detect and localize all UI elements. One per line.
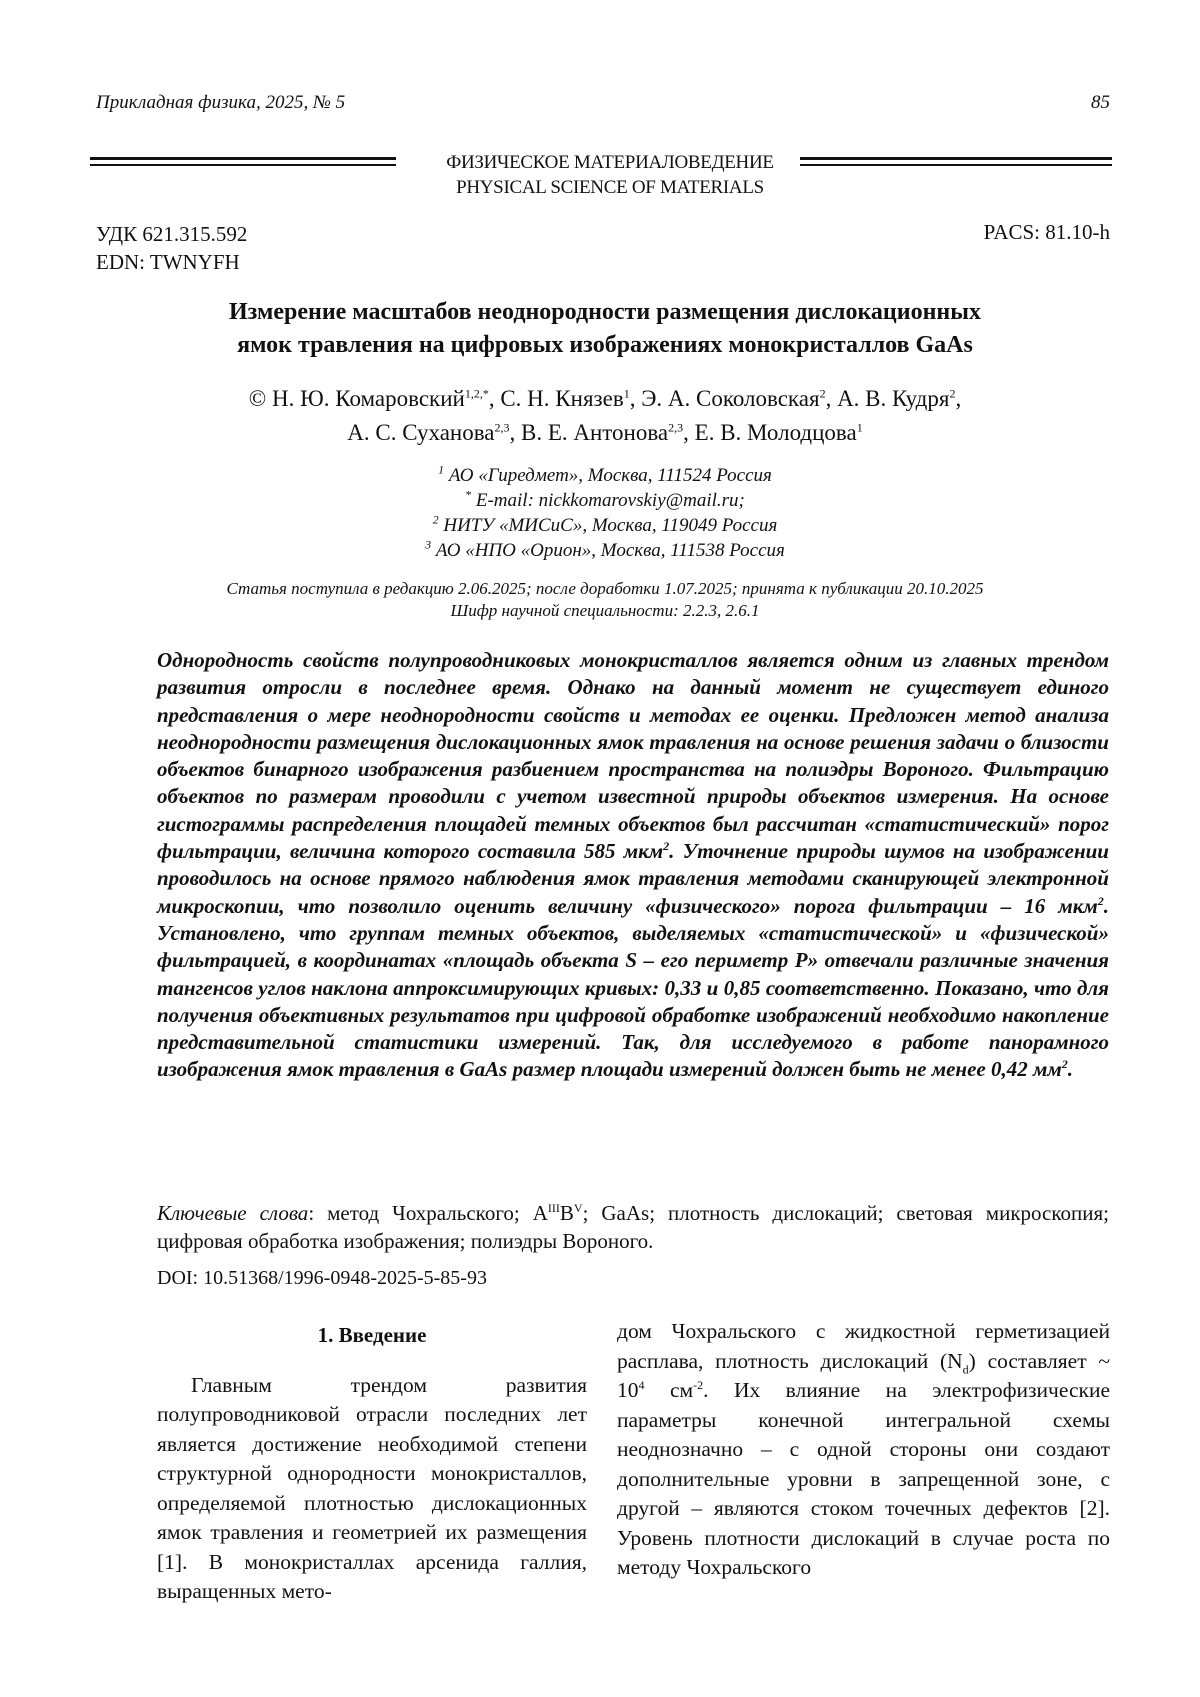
- journal-citation: Прикладная физика, 2025, № 5: [96, 92, 345, 114]
- author-name: С. Н. Князев: [500, 386, 623, 411]
- keywords-text: ; GaAs; плотность дислокаций; световая микроскопия; цифровая обработка изображения; полиэдры Вороного.: [157, 1201, 1109, 1253]
- author-name: Е. В. Молодцова: [695, 420, 857, 445]
- author-name: Н. Ю. Комаровский: [272, 386, 465, 411]
- affiliations: [110, 463, 1100, 563]
- abstract-text: . Установлено, что группам темных объектов, выделяемых «статистической» и «физической» фильтрацией, в координатах «площадь объекта S – его периметр P» отвечали различные значения тангенсов углов наклона аппроксимирующих кривых: 0,33 и 0,85 соответственно. Показано, что для получения объективных результатов при цифровой обработке изображений необходимо накопление представительной статистики измерений. Так, для исследуемого в работе панорамного изображения ямок травления в GaAs размер площади измерений должен быть не менее 0,42 мм: [157, 894, 1109, 1082]
- affiliation-item: [110, 538, 1100, 563]
- author-affil-marker: 1: [624, 386, 630, 400]
- body-column-right: [617, 1317, 1110, 1583]
- affiliation-text: НИТУ «МИСиС», Москва, 119049 Россия: [443, 515, 777, 536]
- abstract-text: . Уточнение природы шумов на изображении проводилось на основе прямого наблюдения ямок травления методами сканирующей электронной микроскопии, что позволило оценить величину «физического» порога фильтрации – 16 мкм: [157, 839, 1109, 918]
- paragraph: [617, 1317, 1110, 1583]
- body-sub: d: [963, 1362, 969, 1376]
- body-text: см: [645, 1378, 694, 1402]
- author-affil-marker: 1: [857, 420, 863, 434]
- affiliation-item: [110, 488, 1100, 513]
- abstract-text: .: [1068, 1057, 1073, 1081]
- keywords-text: B: [560, 1201, 574, 1225]
- keywords-sup: V: [574, 1201, 583, 1215]
- affiliation-text: АО «НПО «Орион», Москва, 111538 Россия: [436, 540, 785, 561]
- section-rule-left-bottom: [90, 164, 396, 166]
- affiliation-marker: 3: [425, 538, 431, 552]
- author-name: Э. А. Соколовская: [641, 386, 819, 411]
- keywords-text: : метод Чохральского; A: [308, 1201, 548, 1225]
- keywords-label: Ключевые слова: [157, 1201, 308, 1225]
- affiliation-item: [110, 463, 1100, 488]
- section-rule-right-bottom: [800, 164, 1112, 166]
- section-title-introduction: 1. Введение: [157, 1321, 587, 1351]
- pacs-code: PACS: 81.10-h: [900, 220, 1110, 245]
- affiliation-item: [110, 513, 1100, 538]
- body-sup: -2: [693, 1378, 703, 1392]
- abstract: [157, 647, 1109, 1084]
- edn-code: EDN: TWNYFH: [96, 248, 247, 276]
- body-sup: 4: [639, 1378, 645, 1392]
- received-dates: Статья поступила в редакцию 2.06.2025; после доработки 1.07.2025; принята к публикации 20.10.2025: [110, 578, 1100, 600]
- section-heading: [405, 150, 815, 200]
- author-affil-marker: 2: [820, 386, 826, 400]
- author-line-1: © Н. Ю. Комаровский1,2,*, С. Н. Князев1, Э. А. Соколовская2, А. В. Кудря2,: [110, 382, 1100, 416]
- abstract-text: Однородность свойств полупроводниковых монокристаллов является одним из главных трендом развития отросли в последнее время. Однако на данный момент не существует единого представления о мере неоднородности свойств и методах ее оценки. Предложен метод анализа неоднородности размещения дислокационных ямок травления на основе решения задачи о близости объектов бинарного изображения разбиением пространства на полиэдры Вороного. Фильтрацию объектов по размерам проводили с учетом известной природы объектов измерения. На основе гистограммы распределения площадей темных объектов был рассчитан «статистический» порог фильтрации, величина которого составила 585 мкм: [157, 648, 1109, 863]
- title-line-2: ямок травления на цифровых изображениях монокристаллов GaAs: [110, 329, 1100, 362]
- article-title: [110, 296, 1100, 362]
- author-affil-marker: 2,3: [668, 420, 683, 434]
- affiliation-marker: 2: [433, 513, 439, 527]
- author-name: А. В. Кудря: [837, 386, 949, 411]
- page-number: 85: [1088, 92, 1110, 114]
- email-text: E-mail: nickkomarovskiy@mail.ru;: [476, 490, 745, 511]
- submission-dates: [110, 578, 1100, 622]
- author-affil-marker: 2: [949, 386, 955, 400]
- copyright-sign: ©: [249, 386, 266, 411]
- author-affil-marker: 1,2,*: [465, 386, 489, 400]
- body-text: ) составляет ~ 10: [617, 1349, 1110, 1403]
- affiliation-marker: *: [465, 488, 471, 502]
- udk-code: УДК 621.315.592: [96, 220, 247, 248]
- section-heading-ru: ФИЗИЧЕСКОЕ МАТЕРИАЛОВЕДЕНИЕ: [405, 150, 815, 175]
- specialty-code: Шифр научной специальности: 2.2.3, 2.6.1: [110, 600, 1100, 622]
- classification-ids: [96, 220, 247, 276]
- abstract-sup: 2: [663, 839, 669, 853]
- section-rule-right-top: [800, 157, 1112, 160]
- author-list: [110, 382, 1100, 450]
- author-affil-marker: 2,3: [495, 420, 510, 434]
- keywords: [157, 1199, 1109, 1255]
- keywords-sup: III: [548, 1201, 560, 1215]
- body-text: . Их влияние на электрофизические параметры конечной интегральной схемы неоднозначно – с одной стороны они создают дополнительные уровни в запрещенной зоне, с другой – являются стоком точечных дефектов [2]. Уровень плотности дислокаций в случае роста по методу Чохральского: [617, 1378, 1110, 1579]
- doi: DOI: 10.51368/1996-0948-2025-5-85-93: [157, 1267, 487, 1290]
- affiliation-marker: 1: [438, 463, 444, 477]
- author-name: А. С. Суханова: [347, 420, 494, 445]
- section-rule-left-top: [90, 157, 396, 160]
- body-column-left: [157, 1317, 587, 1607]
- affiliation-text: АО «Гиредмет», Москва, 111524 Россия: [449, 465, 772, 486]
- author-name: В. Е. Антонова: [521, 420, 668, 445]
- author-line-2: А. С. Суханова2,3, В. Е. Антонова2,3, Е. В. Молодцова1: [110, 416, 1100, 450]
- abstract-sup: 2: [1062, 1057, 1068, 1071]
- abstract-sup: 2: [1098, 894, 1104, 908]
- title-line-1: Измерение масштабов неоднородности размещения дислокационных: [110, 296, 1100, 329]
- section-heading-en: PHYSICAL SCIENCE OF MATERIALS: [405, 175, 815, 200]
- paragraph: Главным трендом развития полупроводниковой отрасли последних лет является достижение необходимой степени структурной однородности монокристаллов, определяемой плотностью дислокационных ямок травления и геометрией их размещения [1]. В монокристаллах арсенида галлия, выращенных мето-: [157, 1371, 587, 1607]
- body-text: дом Чохральского с жидкостной герметизацией расплава, плотность дислокаций (N: [617, 1319, 1110, 1373]
